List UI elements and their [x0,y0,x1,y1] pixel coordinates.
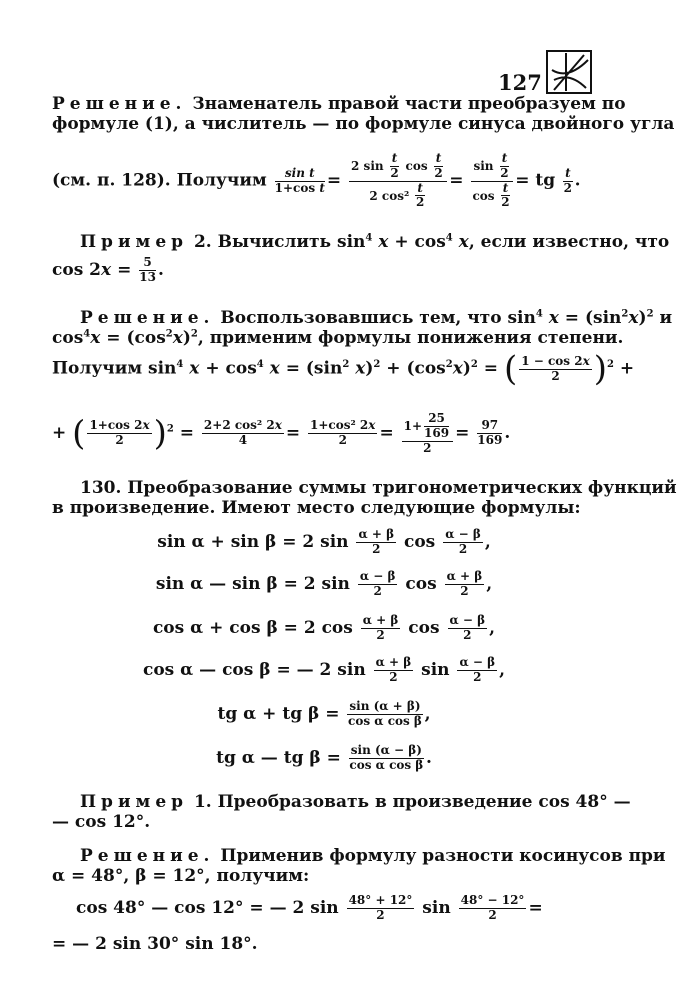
formula-sum-tg: tg α + tg β = $\frac{\sin (\alpha + \beta)}{\text{cos α cos β}}$ , [217,699,431,728]
example2-line2: cos 2x = $\frac{5}{13}$ . [52,255,164,284]
example2-line1: Пример 2. Вычислить $\sin^4 x + \cos^4 x$, если известно, что [80,232,670,252]
formula-diff-cos: cos α — cos β = — 2 sin $\frac{\alpha + \beta}{2}$ sin $\frac{\alpha - \beta}{2}$ , [142,655,506,684]
solution1-line2: формуле (1), а числитель — по формуле синуса двойного угла [52,114,675,134]
example1-line1: Пример 1. Преобразовать в произведение cos 48° — [80,792,631,812]
graph-icon [546,50,592,94]
formula-diff-sin: sin α — sin β = 2 sin $\frac{\alpha - \beta}{2}$ cos $\frac{\alpha + \beta}{2}$ , [155,569,493,598]
example1-line2: — cos 12°. [52,812,151,832]
solution1-formula: (см. п. 128). Получим $\frac{\text{sin t}}{\text{1+cos t}}$ = 2 sin $\frac{t}{2}$ cos $\frac{t}{2}$ 2 cos² $\frac{t}{2}$ = sin $\frac{t}{2}$ cos $\frac{t}{2}$ = tg $\frac{t}{2}$ . [52,151,581,210]
solution2-line3: Получим $\sin^4 x + \cos^4 x = (\sin^2$ $x)^2 + (\cos^2x)^2$ = ( $\frac{1 - \cos 2x}{2}$ )$^2$ + [52,349,635,389]
solution2-line4: + ( $\frac{1+\cos 2x}{2}$ )$^2$ = $\frac{\text{2+2 cos² 2x}}{4}$ = $\frac{\text{1+cos² 2x}}{2}$ = 1+ $\frac{25}{169}$ 2 = $\frac{97}{169}$ . [52,411,511,455]
formula-sum-sin: sin α + sin β = 2 sin $\frac{\alpha + \beta}{2}$ cos $\frac{\alpha - \beta}{2}$ , [157,527,491,556]
solution3-line1: Решение. Применив формулу разности косинусов при [80,846,666,866]
solution2-line1: Решение. Воспользовавшись тем, что $\sin^4 x = (\sin^2x)^2$ и [80,308,673,328]
section-130-line2: в произведение. Имеют место следующие формулы: [52,498,581,518]
formula-sum-cos: cos α + cos β = 2 cos $\frac{\alpha + \beta}{2}$ cos $\frac{\alpha - \beta}{2}$ , [152,613,496,642]
section-130-line1: 130. Преобразование суммы тригонометрических функций [80,478,677,498]
solution3-line4: = — 2 sin 30° sin 18°. [52,934,258,954]
solution1-line1: Решение. Знаменатель правой части преобразуем по [52,94,626,114]
solution2-line2: $\cos^4x = (\cos^2x)^2$, применим формулы понижения степени. [52,328,624,348]
page-number: 127 [498,70,542,95]
solution3-line2: α = 48°, β = 12°, получим: [52,866,310,886]
solution3-line3: cos 48° — cos 12° = — 2 sin $\frac{48^\circ + 12^\circ}{2}$ sin $\frac{48^\circ - 12^\circ}{2}$ = [76,893,543,922]
formula-diff-tg: tg α — tg β = $\frac{\sin (\alpha - \beta)}{\text{cos α cos β}}$ . [216,743,432,772]
